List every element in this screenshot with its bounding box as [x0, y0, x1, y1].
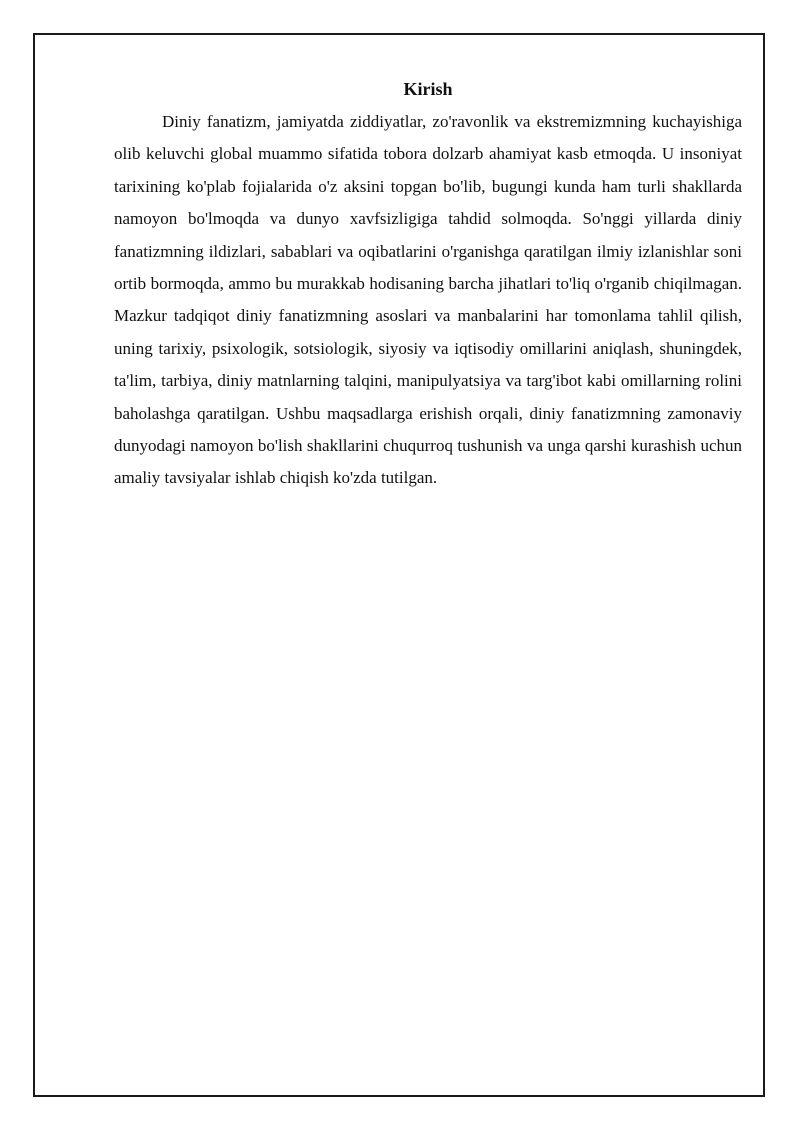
page-title: Kirish [403, 79, 453, 99]
body-paragraph: Diniy fanatizm, jamiyatda ziddiyatlar, zo'ravonlik va ekstremizmning kuchayishiga olib keluvchi global muammo sifatida tobora dolzarb ahamiyat kasb etmoqda. U insoniyat tarixining ko'plab fojialarida o'z aksini topgan bo'lib, bugungi kunda ham turli shakllarda namoyon bo'lmoqda va dunyo xavfsizligiga tahdid solmoqda. So'nggi yillarda diniy fanatizmning ildizlari, sabablari va oqibatlarini o'rganishga qaratilgan ilmiy izlanishlar soni ortib bormoqda, ammo bu murakkab hodisaning barcha jihatlari to'liq o'rganib chiqilmagan. Mazkur tadqiqot diniy fanatizmning asoslari va manbalarini har tomonlama tahlil qilish, uning tarixiy, psixologik, sotsiologik, siyosiy va iqtisodiy omillarini aniqlash, shuningdek, ta'lim, tarbiya, diniy matnlarning talqini, manipulyatsiya va targ'ibot kabi omillarning rolini baholashga qaratilgan. Ushbu maqsadlarga erishish orqali, diniy fanatizmning zamonaviy dunyodagi namoyon bo'lish shakllarini chuqurroq tushunish va unga qarshi kurashish uchun amaliy tavsiyalar ishlab chiqish ko'zda tutilgan. [114, 112, 742, 488]
document-content [114, 76, 742, 495]
